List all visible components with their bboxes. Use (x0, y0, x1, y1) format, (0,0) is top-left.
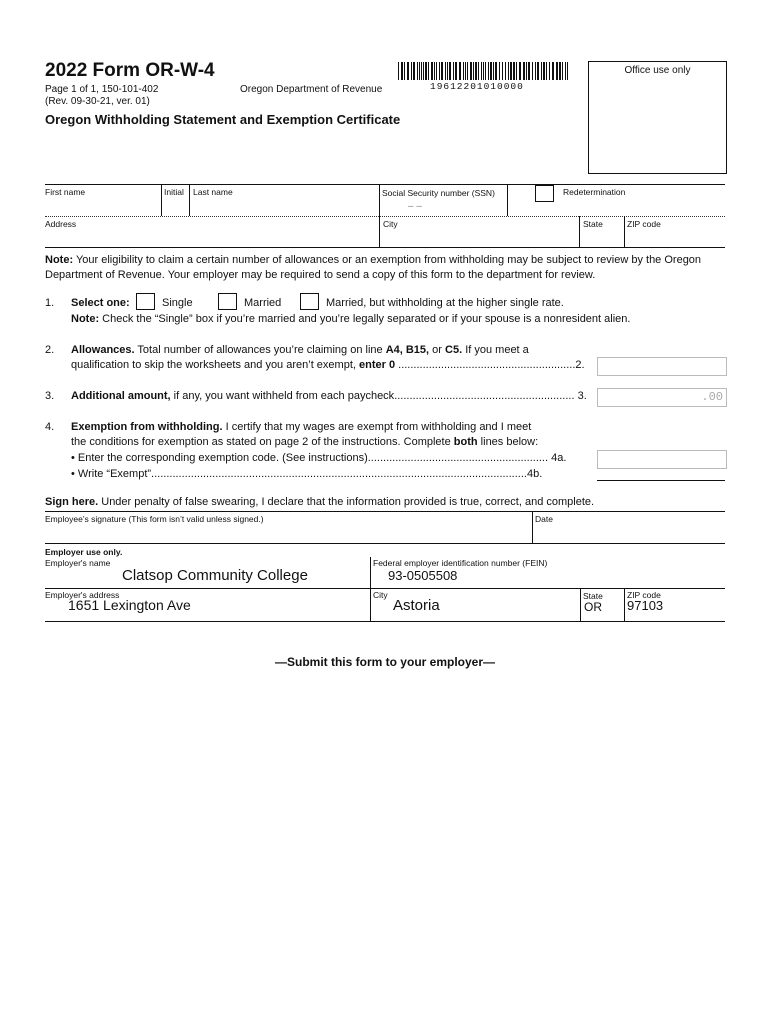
married-higher-rate-label: Married, but withholding at the higher single rate. (326, 297, 564, 309)
allowances-text-1: Total number of allowances you’re claiming on line (134, 344, 386, 356)
redetermination-label: Redetermination (563, 187, 626, 197)
note-text: Your eligibility to claim a certain number of allowances or an exemption from withholding may be subject to review by the Oregon Department of Revenue. Your employer may be required to send a copy of this form to the department for review. (45, 254, 702, 281)
married-higher-rate-checkbox[interactable] (300, 293, 319, 310)
allowances-dots: .......................................................... (395, 359, 576, 371)
signature-field[interactable] (45, 524, 532, 543)
write-exempt-dots: ........................................................................................................................... (151, 468, 527, 480)
allowances-input[interactable] (597, 357, 727, 376)
form-title: 2022 Form OR-W-4 (45, 60, 215, 81)
sign-label: Sign here. (45, 496, 99, 508)
married-label: Married (244, 297, 282, 309)
line-2-number: 2. (45, 344, 55, 356)
exemption-text-2a: the conditions for exemption as stated on page 2 of the instructions. Complete (71, 436, 454, 448)
state-label: State (583, 219, 603, 229)
allowances-text-2: If you meet a (462, 344, 529, 356)
write-exempt-line (71, 467, 542, 482)
zip-label: ZIP code (627, 219, 661, 229)
line-3-number: 3. (45, 390, 55, 402)
allowances-c5: C5. (445, 344, 463, 356)
employer-address-label: Employer's address (45, 590, 120, 600)
employer-name-field[interactable]: Clatsop Community College (122, 567, 308, 584)
exemption-text (71, 420, 531, 435)
exemption-code-text: • Enter the corresponding exemption code. (See instructions) (71, 452, 368, 464)
first-name-label: First name (45, 187, 86, 197)
divider (624, 588, 625, 621)
city-label: City (383, 219, 398, 229)
allowances-text-3: qualification to skip the worksheets and you aren’t exempt, (71, 359, 359, 371)
employer-address-field[interactable]: 1651 Lexington Ave (68, 597, 191, 613)
department-name: Oregon Department of Revenue (240, 84, 383, 95)
date-field[interactable] (535, 524, 725, 543)
form-heading: Oregon Withholding Statement and Exemption Certificate (45, 112, 401, 127)
employer-city-field[interactable]: Astoria (393, 597, 440, 614)
office-use-label: Office use only (624, 65, 691, 76)
exemption-code-input[interactable] (597, 450, 727, 469)
divider (161, 184, 162, 216)
write-exempt-text: • Write “Exempt” (71, 468, 152, 480)
allowances-lines: A4, B15, (385, 344, 430, 356)
redetermination-checkbox[interactable] (535, 185, 554, 202)
allowances-or: or (429, 344, 446, 356)
divider (370, 557, 371, 621)
single-checkbox[interactable] (136, 293, 155, 310)
both-text: both (453, 436, 478, 448)
employer-zip-label: ZIP code (627, 590, 661, 600)
divider (45, 511, 725, 512)
additional-amount-desc: if any, you want withheld from each paycheck (170, 390, 395, 402)
last-name-label: Last name (193, 187, 233, 197)
divider (45, 621, 725, 622)
barcode-image (398, 62, 570, 80)
line-1-number: 1. (45, 297, 55, 309)
write-exempt-input[interactable] (597, 480, 725, 481)
employer-zip-field[interactable]: 97103 (627, 598, 664, 613)
employer-city-label: City (373, 590, 388, 600)
exemption-label: Exemption from withholding. (71, 421, 223, 433)
line-4b-ref: 4b. (526, 468, 543, 480)
additional-amount-dots: ........................................................... (394, 390, 575, 402)
allowances-qualification (71, 358, 585, 373)
divider (624, 216, 625, 247)
sign-text: Under penalty of false swearing, I declare that the information provided is true, correct, and complete. (98, 496, 595, 508)
eligibility-note (45, 253, 715, 283)
ssn-label: Social Security number (SSN) (382, 188, 495, 198)
divider (45, 184, 725, 185)
divider (532, 511, 533, 543)
note-label: Note: (45, 254, 74, 266)
divider (189, 184, 190, 216)
fein-field[interactable]: 93-0505508 (388, 568, 458, 583)
select-one-label: Select one: (71, 297, 130, 309)
additional-amount-label: Additional amount, (71, 390, 171, 402)
line-1-note (71, 312, 630, 327)
fein-label: Federal employer identification number (FEIN) (373, 558, 548, 568)
divider (507, 184, 508, 216)
married-checkbox[interactable] (218, 293, 237, 310)
divider (45, 247, 725, 248)
exemption-text-2b: lines below: (477, 436, 539, 448)
line-1-note-text: Check the “Single” box if you’re married and you’re legally separated or if your spouse is a nonresident alien. (99, 313, 631, 325)
employer-name-label: Employer's name (45, 558, 111, 568)
divider (45, 588, 725, 589)
exemption-text-1: I certify that my wages are exempt from withholding and I meet (222, 421, 532, 433)
divider (580, 588, 581, 621)
page-info: Page 1 of 1, 150-101-402 (45, 84, 159, 95)
divider (45, 543, 725, 544)
divider (579, 216, 580, 247)
allowances-text (71, 343, 529, 358)
signature-label: Employee’s signature (This form isn’t valid unless signed.) (45, 514, 264, 524)
initial-label: Initial (164, 187, 184, 197)
cents-placeholder: .00 (701, 390, 723, 404)
employer-state-label: State (583, 591, 603, 601)
submit-instruction: —Submit this form to your employer— (274, 655, 496, 669)
exemption-conditions (71, 435, 538, 450)
additional-amount-input[interactable] (597, 388, 727, 407)
enter-zero-text: enter 0 (359, 359, 396, 371)
ssn-field[interactable]: – – (408, 201, 422, 212)
additional-amount-text (71, 389, 587, 404)
exemption-code-dots: ........................................................... (367, 452, 549, 464)
barcode-number: 19612201010000 (430, 81, 524, 92)
sign-statement (45, 495, 594, 510)
divider (45, 216, 725, 217)
address-label: Address (45, 219, 77, 229)
revision-info: (Rev. 09-30-21, ver. 01) (45, 96, 150, 107)
date-label: Date (535, 514, 553, 524)
line-1-note-label: Note: (71, 313, 100, 325)
line-4-number: 4. (45, 421, 55, 433)
allowances-label: Allowances. (71, 344, 135, 356)
employer-state-field[interactable]: OR (584, 600, 602, 614)
line-2-ref: 2. (575, 359, 585, 371)
single-label: Single (162, 297, 193, 309)
office-use-box (588, 61, 727, 174)
line-4a-ref: 4a. (551, 452, 567, 464)
line-3-ref: 3. (577, 390, 587, 402)
exemption-code-line (71, 451, 566, 466)
employer-section-label: Employer use only. (45, 547, 123, 557)
